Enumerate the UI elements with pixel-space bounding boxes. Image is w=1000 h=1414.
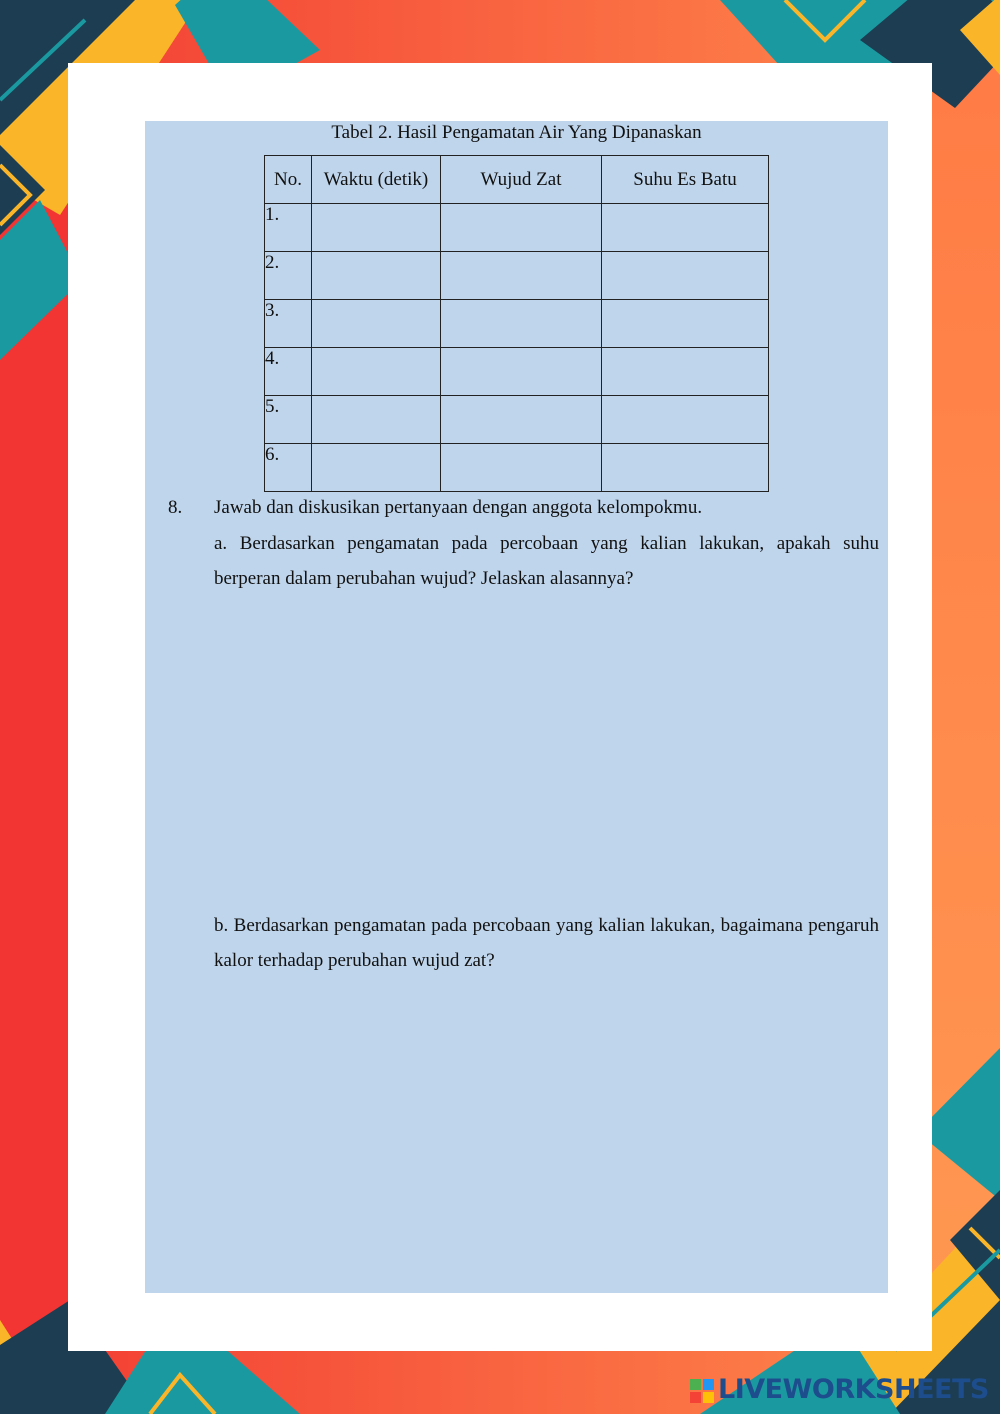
time-cell[interactable] bbox=[312, 204, 441, 252]
table-row bbox=[265, 300, 769, 348]
time-cell[interactable] bbox=[312, 348, 441, 396]
table-row bbox=[265, 204, 769, 252]
table-row bbox=[265, 252, 769, 300]
question-intro: Jawab dan diskusikan pertanyaan dengan anggota kelompokmu. bbox=[214, 497, 703, 518]
temperature-cell[interactable] bbox=[602, 444, 769, 492]
time-cell[interactable] bbox=[312, 300, 441, 348]
row-number: 1. bbox=[265, 204, 312, 252]
table-title: Tabel 2. Hasil Pengamatan Air Yang Dipanaskan bbox=[331, 122, 702, 143]
header-state: Wujud Zat bbox=[441, 156, 602, 204]
time-cell[interactable] bbox=[312, 444, 441, 492]
header-ice-temperature: Suhu Es Batu bbox=[602, 156, 769, 204]
state-cell[interactable] bbox=[441, 444, 602, 492]
watermark-text: LIVEWORKSHEETS bbox=[718, 1374, 989, 1405]
row-number: 5. bbox=[265, 396, 312, 444]
table-row bbox=[265, 348, 769, 396]
state-cell[interactable] bbox=[441, 252, 602, 300]
header-time: Waktu (detik) bbox=[312, 156, 441, 204]
temperature-cell[interactable] bbox=[602, 300, 769, 348]
temperature-cell[interactable] bbox=[602, 348, 769, 396]
state-cell[interactable] bbox=[441, 204, 602, 252]
row-number: 6. bbox=[265, 444, 312, 492]
table-header-row bbox=[265, 156, 769, 204]
time-cell[interactable] bbox=[312, 252, 441, 300]
temperature-cell[interactable] bbox=[602, 204, 769, 252]
state-cell[interactable] bbox=[441, 300, 602, 348]
time-cell[interactable] bbox=[312, 396, 441, 444]
liveworksheets-watermark bbox=[690, 1373, 990, 1407]
table-row bbox=[265, 444, 769, 492]
state-cell[interactable] bbox=[441, 348, 602, 396]
temperature-cell[interactable] bbox=[602, 252, 769, 300]
row-number: 3. bbox=[265, 300, 312, 348]
header-no: No. bbox=[265, 156, 312, 204]
temperature-cell[interactable] bbox=[602, 396, 769, 444]
liveworksheets-logo-icon bbox=[690, 1379, 714, 1403]
state-cell[interactable] bbox=[441, 396, 602, 444]
answer-area-a[interactable] bbox=[214, 600, 879, 890]
question-part-a: a. Berdasarkan pengamatan pada percobaan yang kalian lakukan, apakah suhu berperan dalam perubahan wujud? Jelaskan alasannya? bbox=[214, 533, 879, 589]
row-number: 4. bbox=[265, 348, 312, 396]
question-part-b: b. Berdasarkan pengamatan pada percobaan yang kalian lakukan, bagaimana pengaruh kalor terhadap perubahan wujud zat? bbox=[214, 915, 879, 971]
row-number: 2. bbox=[265, 252, 312, 300]
table-row bbox=[265, 396, 769, 444]
answer-area-b[interactable] bbox=[214, 985, 879, 1275]
question-number: 8. bbox=[168, 497, 183, 518]
observation-table bbox=[264, 155, 769, 492]
